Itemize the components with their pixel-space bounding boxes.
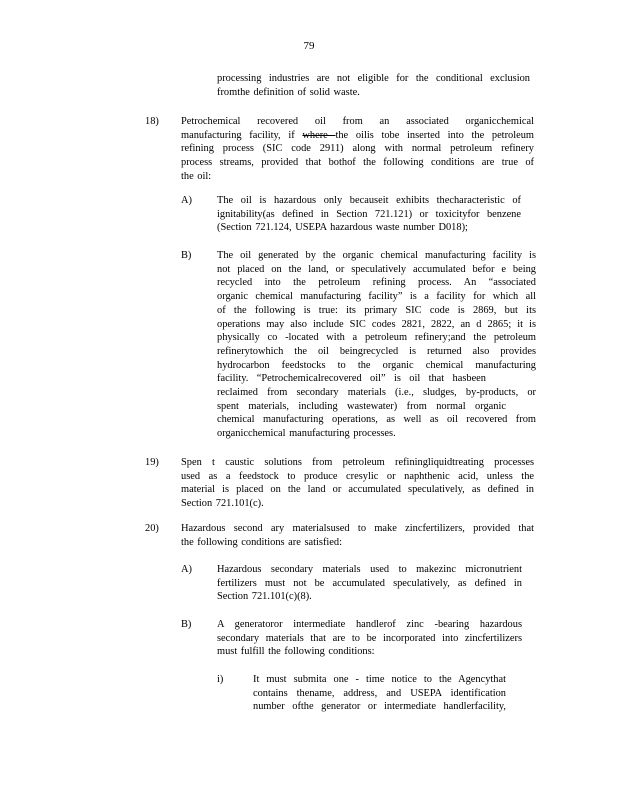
text-line: Hazardous secondary materials used to makezinc micronutrient bbox=[217, 564, 522, 575]
page-number: 79 bbox=[303, 40, 315, 52]
item-18a-label: A) bbox=[181, 195, 192, 206]
struck-text: where bbox=[302, 129, 336, 141]
text-line: refining process (SIC code 2911) along with normal petroleum refinery bbox=[181, 143, 534, 155]
text-fragment: the oilis tobe inserted into the petroleum bbox=[335, 129, 534, 141]
text-line: recycled into the petroleum refining process. An “associated bbox=[217, 277, 536, 289]
text-line: secondary materials that are to be incorporated into zincfertilizers bbox=[217, 632, 522, 644]
intro-paragraph bbox=[217, 72, 530, 99]
text-line: The oil generated by the organic chemical manufacturing facility is bbox=[217, 250, 536, 261]
item-18-paragraph bbox=[181, 115, 534, 184]
item-18b-paragraph bbox=[217, 249, 536, 441]
text-line: reclaimed from secondary materials (i.e., sludges, by-products, or bbox=[217, 387, 536, 399]
text-line: (Section 721.124, USEPA hazardous waste number D018); bbox=[217, 222, 468, 234]
text-line: Petrochemical recovered oil from an associated organicchemical bbox=[181, 116, 534, 127]
text-line: chemical manufacturing operations, as well as oil recovered from bbox=[217, 414, 536, 426]
text-line: Section 721.101(c). bbox=[181, 498, 264, 510]
item-20-number: 20) bbox=[145, 523, 159, 534]
item-20a-paragraph bbox=[217, 563, 522, 604]
text-line bbox=[181, 129, 534, 143]
text-line: hydrocarbon feedstocks to the organic chemical manufacturing bbox=[217, 359, 536, 371]
text-line: Spen t caustic solutions from petroleum refiningliquidtreating processes bbox=[181, 457, 534, 468]
item-20a-label: A) bbox=[181, 564, 192, 575]
text-line: It must submita one - time notice to the Agencythat bbox=[253, 674, 506, 685]
text-line: facility. “Petrochemicalrecovered oil” is oil that hasbeen bbox=[217, 373, 486, 385]
text-line: used as a feedstock to produce cresylic or naphthenic acid, unless the bbox=[181, 470, 534, 482]
text-line: ignitability(as defined in Section 721.121) or toxicityfor benzene bbox=[217, 208, 521, 220]
item-20b-label: B) bbox=[181, 619, 192, 630]
item-20b-i-label: i) bbox=[217, 674, 224, 685]
text-line: of the following is true: its primary SIC code is 2869, but its bbox=[217, 304, 536, 316]
item-20-paragraph bbox=[181, 522, 534, 549]
item-20b-paragraph bbox=[217, 618, 522, 659]
text-line: fromthe definition of solid waste. bbox=[217, 86, 360, 98]
text-line: the following conditions are satisfied: bbox=[181, 536, 342, 548]
text-line: the oil: bbox=[181, 170, 212, 182]
item-20b-i-paragraph bbox=[253, 673, 506, 714]
text-line: must fulfill the following conditions: bbox=[217, 646, 375, 658]
text-line: operations may also include SIC codes 2821, 2822, an d 2865; it is bbox=[217, 318, 536, 330]
item-19-paragraph bbox=[181, 456, 534, 511]
text-line: processing industries are not eligible for the conditional exclusion bbox=[217, 73, 530, 84]
text-line: organicchemical manufacturing processes. bbox=[217, 428, 396, 440]
text-fragment: manufacturing facility, if bbox=[181, 129, 295, 141]
text-line: refinerytowhich the oil beingrecycled is returned also provides bbox=[217, 345, 536, 357]
item-19-number: 19) bbox=[145, 457, 159, 468]
text-line: The oil is hazardous only becauseit exhibits thecharacteristic of bbox=[217, 195, 521, 206]
item-18b-label: B) bbox=[181, 250, 192, 261]
text-line: fertilizers must not be accumulated speculatively, as defined in bbox=[217, 577, 522, 589]
text-line: physically co -located with a petroleum refinery;and the petroleum bbox=[217, 332, 536, 344]
text-line: A generatoror intermediate handlerof zinc -bearing hazardous bbox=[217, 619, 522, 630]
item-18a-paragraph bbox=[217, 194, 521, 235]
text-line: material is placed on the land or accumulated speculatively, as defined in bbox=[181, 484, 534, 496]
text-line: number ofthe generator or intermediate handlerfacility, bbox=[253, 701, 506, 713]
text-line: Hazardous second ary materialsused to make zincfertilizers, provided that bbox=[181, 523, 534, 534]
text-line: not placed on the land, or speculatively accumulated befor e being bbox=[217, 263, 536, 275]
text-line: spent materials, including wastewater) from normal organic bbox=[217, 400, 506, 412]
text-line: organic chemical manufacturing facility” is a facility for which all bbox=[217, 291, 536, 303]
item-18-number: 18) bbox=[145, 116, 159, 127]
text-line: process streams, provided that bothof the following conditions are true of bbox=[181, 157, 534, 169]
text-line: contains thename, address, and USEPA identification bbox=[253, 687, 506, 699]
text-line: Section 721.101(c)(8). bbox=[217, 591, 312, 603]
